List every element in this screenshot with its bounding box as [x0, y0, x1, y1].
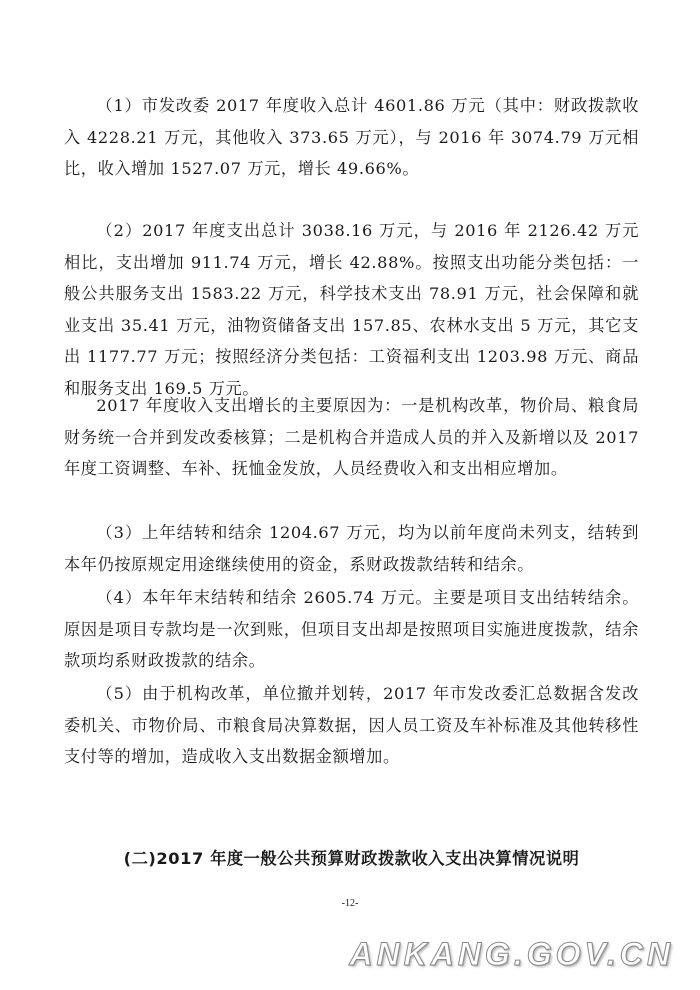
- paragraph-income-total: （1）市发改委 2017 年度收入总计 4601.86 万元（其中：财政拨款收入 4228.21 万元，其他收入 373.65 万元），与 2016 年 3074.79 万元相比，收入增加 1527.07 万元，增长 49.66%。: [64, 96, 639, 178]
- page-number: -12-: [341, 898, 359, 909]
- paragraph-growth-reasons: 2017 年度收入支出增长的主要原因为：一是机构改革，物价局、粮食局财务统一合并到发改委核算；二是机构合并造成人员的并入及新增以及 2017 年度工资调整、车补、抚恤金发放，人员经费收入和支出相应增加。: [64, 396, 639, 478]
- section-title: (二)2017 年度一般公共预算财政拨款收入支出决算情况说明: [123, 849, 580, 868]
- site-watermark: ANKANG.GOV.CN: [349, 936, 674, 972]
- paragraph-institutional-reform: （5）由于机构改革，单位撤并划转，2017 年市发改委汇总数据含发改委机关、市物价局、市粮食局决算数据，因人员工资及车补标准及其他转移性支付等的增加，造成收入支出数据金额增加。: [64, 684, 639, 766]
- paragraph-expenditure-total: （2）2017 年度支出总计 3038.16 万元，与 2016 年 2126.42 万元相比，支出增加 911.74 万元，增长 42.88%。按照支出功能分类包括：一般公共服务支出 1583.22 万元，科学技术支出 78.91 万元，社会保障和就业支出 35.41 万元，油物资储备支出 157.85、农林水支出 5 万元，其它支出 1177.77 万元；按照经济分类包括：工资福利支出 1203.98 万元、商品和服务支出 169.5 万元。: [64, 221, 639, 398]
- paragraph-carryover-yearend: （4）本年年末结转和结余 2605.74 万元。主要是项目支出结转结余。原因是项目专款均是一次到账，但项目支出却是按照项目实施进度拨款，结余款项均系财政拨款的结余。: [64, 588, 639, 670]
- paragraph-carryover-previous: （3）上年结转和结余 1204.67 万元，均为以前年度尚未列支，结转到本年仍按原规定用途继续使用的资金，系财政拨款结转和结余。: [64, 523, 639, 574]
